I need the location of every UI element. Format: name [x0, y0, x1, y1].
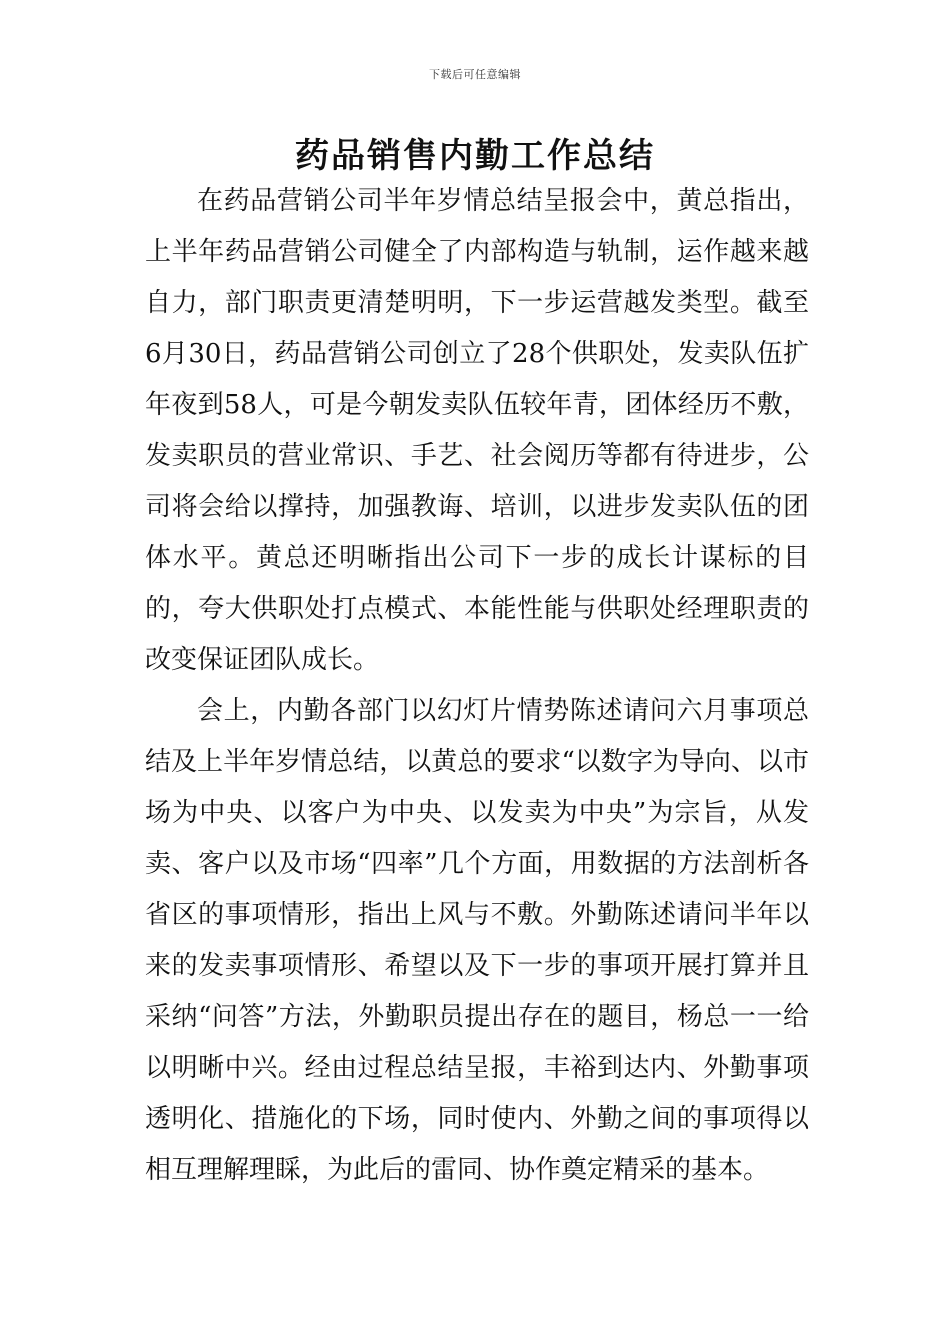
document-title: 药品销售内勤工作总结: [295, 136, 655, 176]
paragraph-2: 会上，内勤各部门以幻灯片情势陈述请问六月事项总结及上半年岁情总结，以黄总的要求“以数字为导向、以市场为中央、以客户为中央、以发卖为中央”为宗旨，从发卖、客户以及市场“四率”几个方面，用数据的方法剖析各省区的事项情形，指出上风与不敷。外勤陈述请问半年以来的发卖事项情形、希望以及下一步的事项开展打算并且采纳“问答”方法，外勤职员提出存在的题目，杨总一一给以明晰中兴。经由过程总结呈报，丰裕到达内、外勤事项透明化、措施化的下场，同时使内、外勤之间的事项得以相互理解理睬，为此后的雷同、协作奠定精采的基本。: [145, 696, 809, 1185]
paragraph-1: 在药品营销公司半年岁情总结呈报会中，黄总指出，上半年药品营销公司健全了内部构造与轨制，运作越来越自力，部门职责更清楚明明，下一步运营越发类型。截至6月30日，药品营销公司创立了28个供职处，发卖队伍扩年夜到58人，可是今朝发卖队伍较年青，团体经历不敷，发卖职员的营业常识、手艺、社会阅历等都有待进步，公司将会给以撑持，加强教诲、培训，以进步发卖队伍的团体水平。黄总还明晰指出公司下一步的成长计谋标的目的，夸大供职处打点模式、本能性能与供职处经理职责的改变保证团队成长。: [145, 186, 809, 675]
page-header-note: 下载后可任意编辑: [429, 68, 521, 81]
document-body: [145, 176, 809, 1196]
